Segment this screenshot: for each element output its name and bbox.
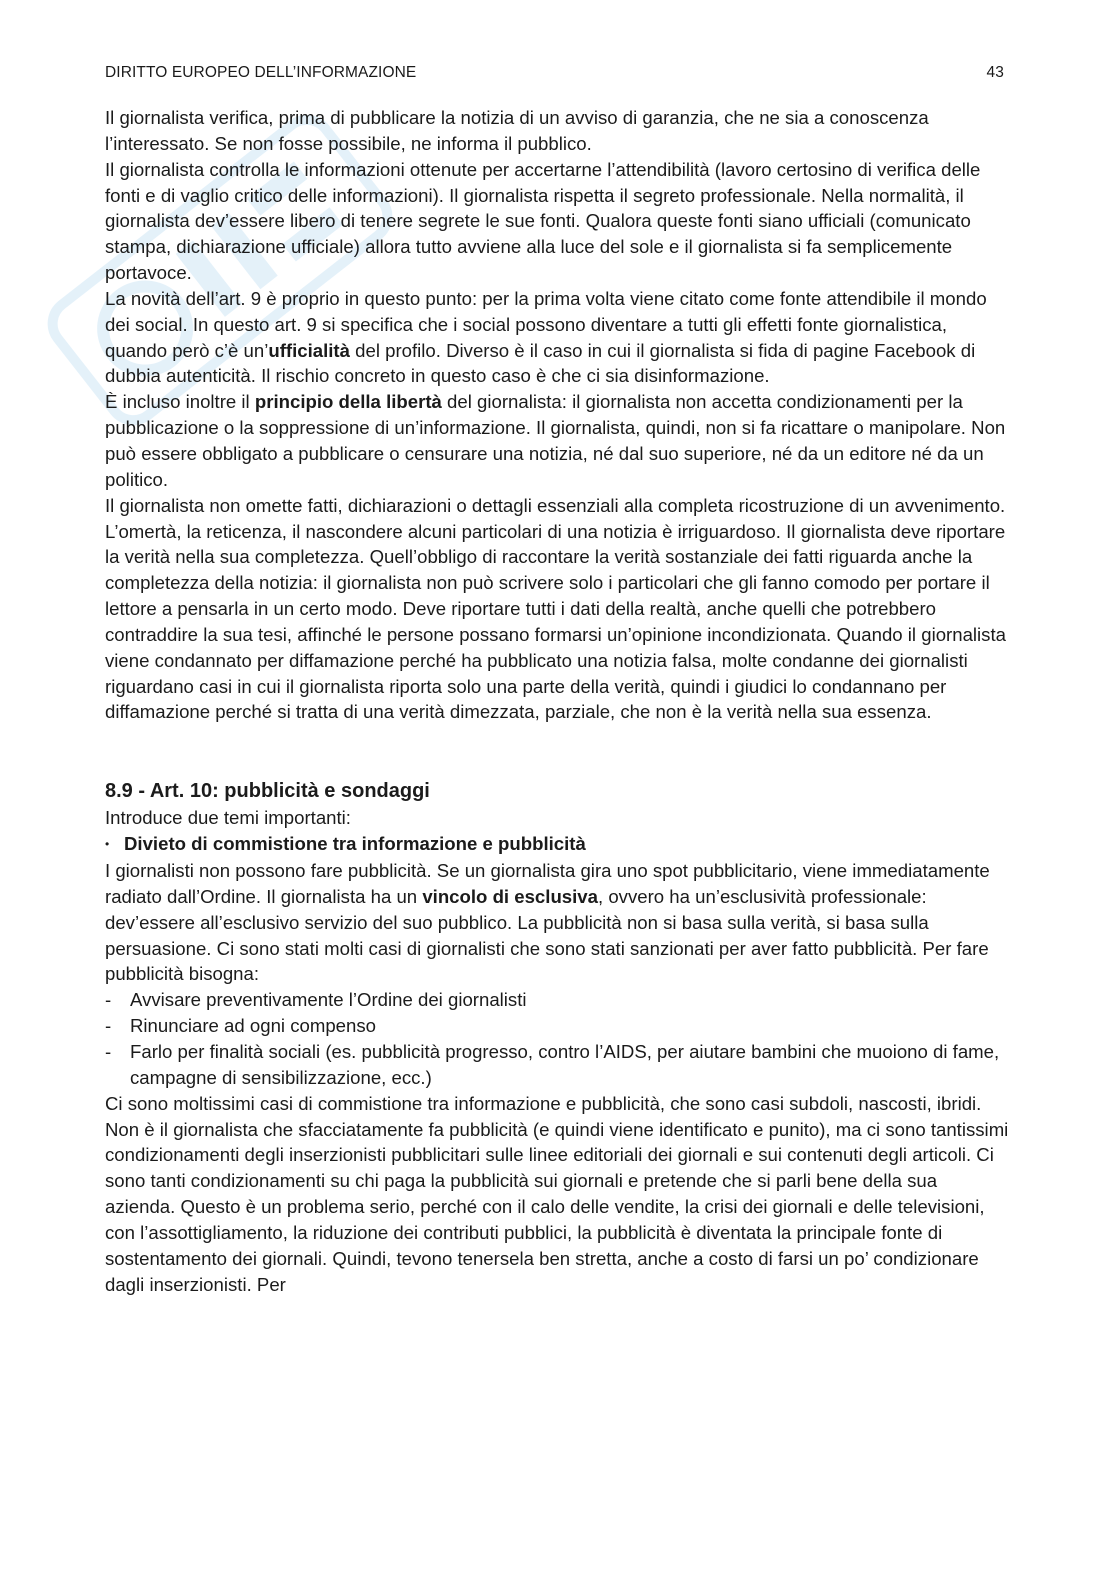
- paragraph: Il giornalista non omette fatti, dichiarazioni o dettagli essenziali alla completa ricostruzione di un avvenimento. L’omertà, la reticenza, il nascondere alcuni particolari di una notizia è irriguardoso. Il giornalista deve riportare la verità nella sua completezza. Quell’obbligo di raccontare la verità sostanziale dei fatti riguarda anche la completezza della notizia: il giornalista non può scrivere solo i particolari che gli fanno comodo per portare il lettore a pensarla in un certo modo. Deve riportare tutti i dati della realtà, anche quelli che potrebbero contraddire la sua tesi, affinché le persone possano formarsi un’opinione incondizionata. Quando il giornalista viene condannato per diffamazione perché ha pubblicato una notizia falsa, molte condanne dei giornalisti riguardano casi in cui il giornalista riporta solo una parte della verità, quindi i giudici lo condannano per diffamazione perché si tratta di una verità dimezzata, parziale, che non è la verità nella sua essenza.: [105, 494, 1006, 723]
- page-header: [105, 64, 1004, 82]
- bullet-item: • Divieto di commistione tra informazione e pubblicità: [105, 831, 1010, 858]
- page-number: 43: [986, 64, 1004, 81]
- page-body: [105, 105, 1010, 1297]
- paragraph: I giornalisti non possono fare pubblicità. Se un giornalista gira uno spot pubblicitario, viene immediatamente radiato dall’Ordine. Il giornalista ha un vincolo di esclusiva, ovvero ha un’esclusività professionale: dev’essere all’esclusivo servizio del suo pubblico. La pubblicità non si basa sulla verità, si basa sulla persuasione. Ci sono stati molti casi di giornalisti che sono stati sanzionati per aver fatto pubblicità. Per fare pubblicità bisogna:: [105, 860, 990, 985]
- bold-term: principio della libertà: [254, 391, 442, 413]
- bold-term: ufficialità: [268, 339, 350, 361]
- list-item: - Avvisare preventivamente l’Ordine dei giornalisti: [105, 989, 527, 1011]
- paragraph: Ci sono moltissimi casi di commistione tra informazione e pubblicità, che sono casi subdoli, nascosti, ibridi. Non è il giornalista che sfacciatamente fa pubblicità (e quindi viene identificato e punito), ma ci sono tantissimi condizionamenti degli inserzionisti pubblicitari sulle linee editoriali dei giornali e sui contenuti degli articoli. Ci sono tanti condizionamenti su chi paga la pubblicità sui giornali e pretende che si parli bene della sua azienda. Questo è un problema serio, perché con il calo delle vendite, la crisi dei giornali e delle televisioni, con l’assottigliamento, la riduzione dei contributi pubblici, la pubblicità è diventata la principale fonte di sostentamento dei giornali. Quindi, tevono tenersela ben stretta, anche a costo di farsi un po’ condizionare dagli inserzionisti. Per: [105, 1092, 1009, 1295]
- list-item: - Rinunciare ad ogni compenso: [105, 1015, 377, 1037]
- bullet-icon: •: [105, 837, 110, 852]
- section-intro: Introduce due temi importanti:: [105, 807, 351, 829]
- paragraph: È incluso inoltre il principio della libertà del giornalista: il giornalista non accetta condizionamenti per la pubblicazione o la soppressione di un’informazione. Il giornalista, quindi, non si fa ricattare o manipolare. Non può essere obbligato a pubblicare o censurare una notizia, né dal suo superiore, né da un editore né da un politico.: [105, 391, 1006, 490]
- paragraph: Il giornalista verifica, prima di pubblicare la notizia di un avviso di garanzia, che ne sia a conoscenza l’interessato. Se non fosse possibile, ne informa il pubblico.: [105, 107, 929, 154]
- bold-term: vincolo di esclusiva: [422, 885, 598, 907]
- running-title: DIRITTO EUROPEO DELL’INFORMAZIONE: [105, 64, 417, 81]
- section-heading: 8.9 - Art. 10: pubblicità e sondaggi: [105, 780, 430, 803]
- paragraph: Il giornalista controlla le informazioni ottenute per accertarne l’attendibilità (lavoro certosino di verifica delle fonti e di vaglio critico delle informazioni). Il giornalista rispetta il segreto professionale. Nella normalità, il giornalista dev’essere libero di tenere segrete le sue fonti. Qualora queste fonti siano ufficiali (comunicato stampa, dichiarazione ufficiale) allora tutto avviene alla luce del sole e il giornalista si fa semplicemente portavoce.: [105, 158, 981, 284]
- list-item: - Farlo per finalità sociali (es. pubblicità progresso, contro l’AIDS, per aiutare bambini che muoiono di fame, campagne di sensibilizzazione, ecc.): [105, 1041, 1000, 1088]
- paragraph: La novità dell’art. 9 è proprio in questo punto: per la prima volta viene citato come fonte attendibile il mondo dei social. In questo art. 9 si specifica che i social possono diventare a tutti gli effetti fonte giornalistica, quando però c’è un’ufficialità del profilo. Diverso è il caso in cui il giornalista si fida di pagine Facebook di dubbia autenticità. Il rischio concreto in questo caso è che ci sia disinformazione.: [105, 287, 987, 387]
